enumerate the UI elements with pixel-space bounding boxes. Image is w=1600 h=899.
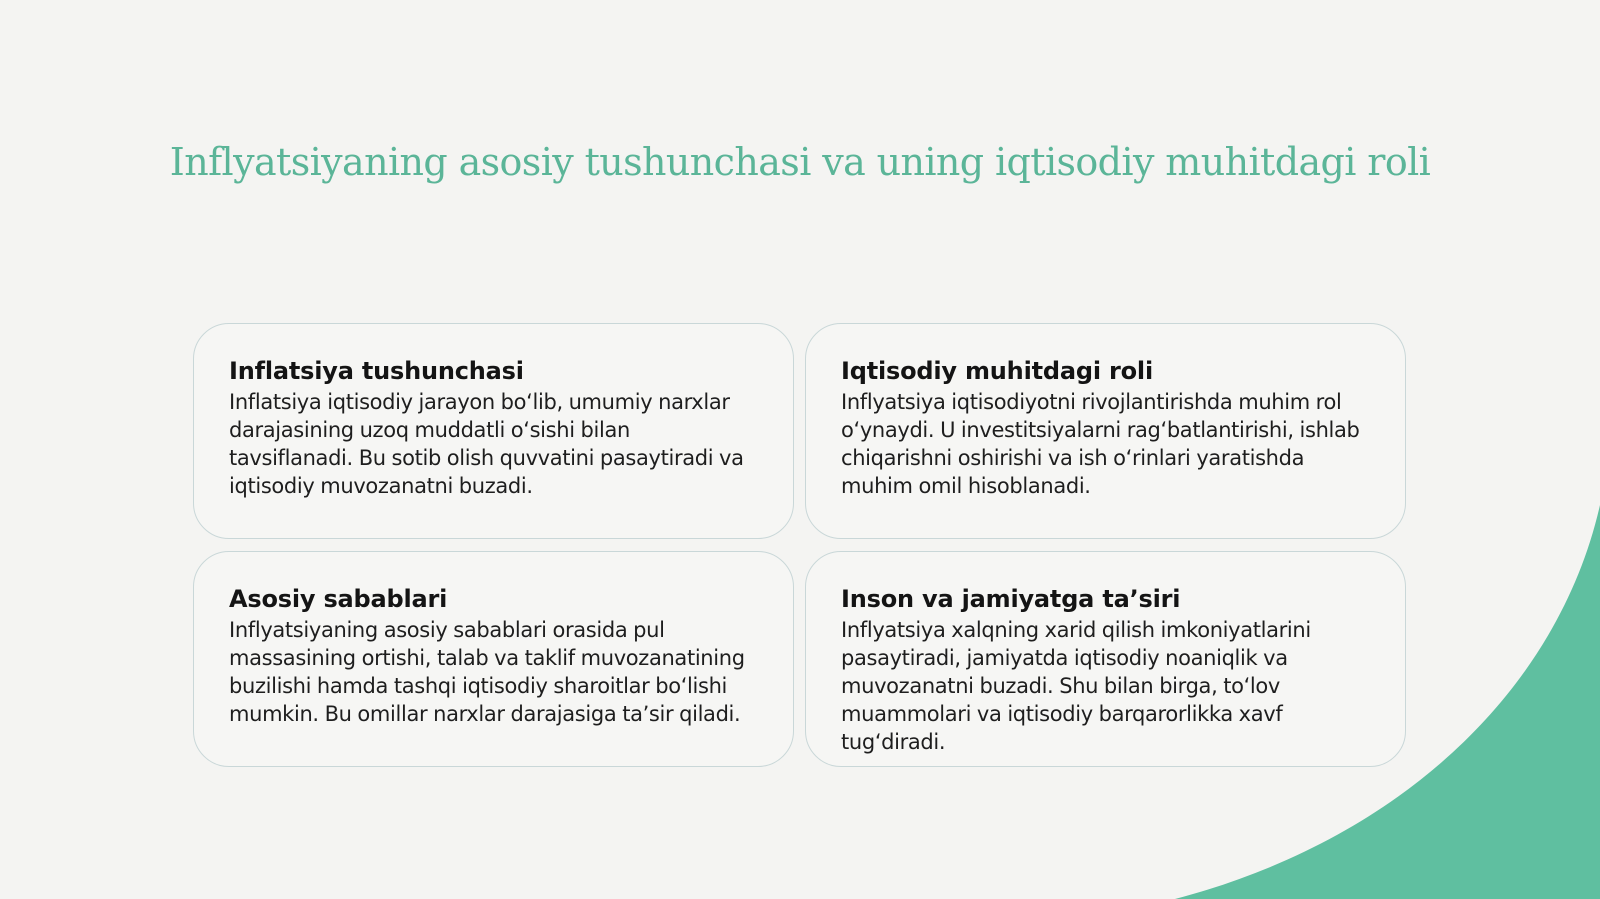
slide-title: Inflyatsiyaning asosiy tushunchasi va uning iqtisodiy muhitdagi roli [169,140,1431,184]
card-heading: Asosiy sabablari [229,585,448,613]
card-economic-role [805,323,1406,539]
card-inflation-concept [193,323,794,539]
card-body-text: Inflatsiya iqtisodiy jarayon boʻlib, umumiy narxlar darajasining uzoq muddatli oʻsishi bilan tavsiflanadi. Bu sotib olish quvvatini pasaytiradi va iqtisodiy muvozanatni buzadi. [229,390,744,498]
card-heading: Inson va jamiyatga taʼsiri [841,585,1181,613]
card-main-causes [193,551,794,767]
card-heading: Inflatsiya tushunchasi [229,357,524,385]
card-social-impact [805,551,1406,767]
card-body-text: Inflyatsiyaning asosiy sabablari orasida pul massasining ortishi, talab va taklif muvozanatining buzilishi hamda tashqi iqtisodiy sharoitlar boʻlishi mumkin. Bu omillar narxlar darajasiga taʼsir qiladi. [229,618,745,726]
card-body-text: Inflyatsiya xalqning xarid qilish imkoniyatlarini pasaytiradi, jamiyatda iqtisodiy noaniqlik va muvozanatni buzadi. Shu bilan birga, toʻlov muammolari va iqtisodiy barqarorlikka xavf tugʻdiradi. [841,618,1311,754]
card-body-text: Inflyatsiya iqtisodiyotni rivojlantirishda muhim rol oʻynaydi. U investitsiyalarni ragʻbatlantirishi, ishlab chiqarishni oshirishi va ish oʻrinlari yaratishda muhim omil hisoblanadi. [841,390,1360,498]
card-heading: Iqtisodiy muhitdagi roli [841,357,1153,385]
